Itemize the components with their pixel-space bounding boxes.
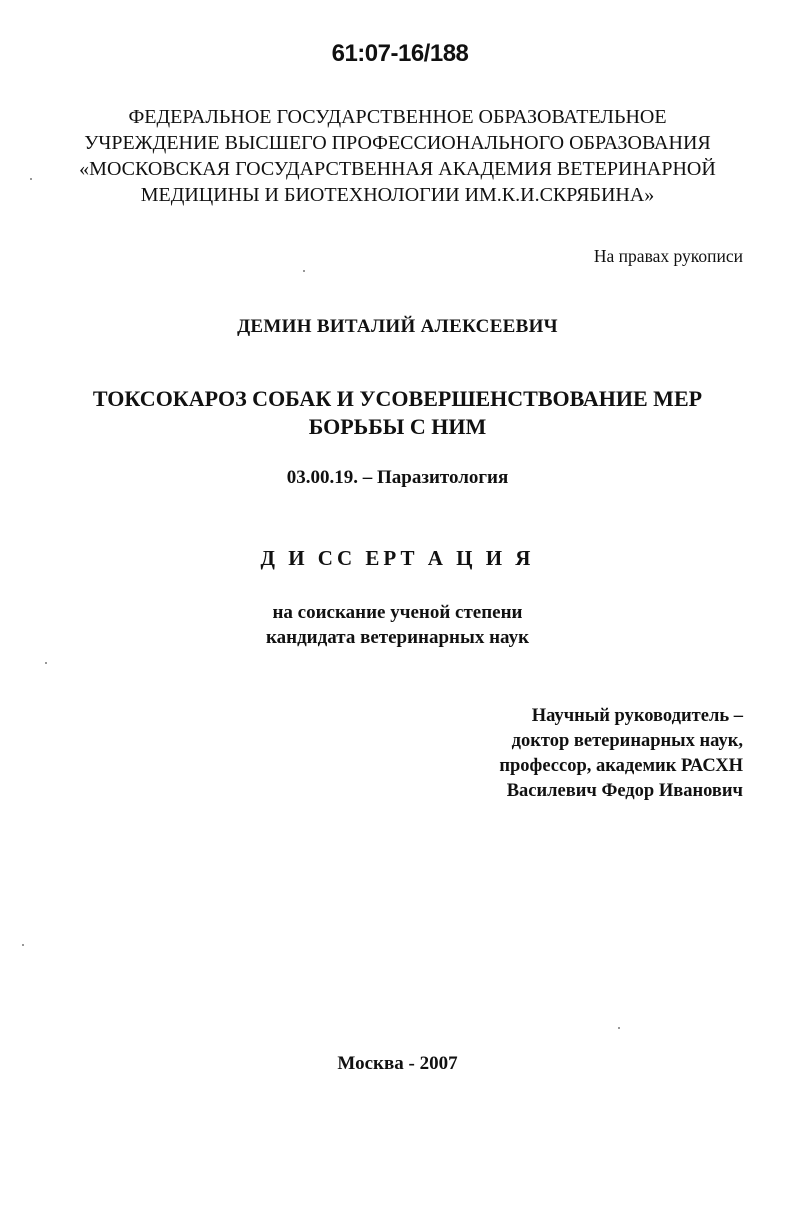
institution-line-3: «МОСКОВСКАЯ ГОСУДАРСТВЕННАЯ АКАДЕМИЯ ВЕТЕРИНАРНОЙ <box>79 158 716 180</box>
rights-note: На правах рукописи <box>593 246 743 266</box>
supervisor-line-3: профессор, академик РАСХН <box>499 756 743 776</box>
title-line-1: ТОКСОКАРОЗ СОБАК И УСОВЕРШЕНСТВОВАНИЕ МЕР <box>92 386 703 411</box>
supervisor-line-4: Василевич Федор Иванович <box>506 781 743 801</box>
institution-line-1: ФЕДЕРАЛЬНОЕ ГОСУДАРСТВЕННОЕ ОБРАЗОВАТЕЛЬНОЕ <box>128 106 667 128</box>
scan-speck <box>22 944 24 946</box>
catalog-number: 61:07-16/188 <box>331 40 469 67</box>
degree-line-2: кандидата ветеринарных наук <box>265 627 530 648</box>
scan-speck <box>618 1027 620 1029</box>
specialty-code: 03.00.19. – Паразитология <box>286 467 509 488</box>
title-line-2: БОРЬБЫ С НИМ <box>308 414 487 439</box>
institution-line-4: МЕДИЦИНЫ И БИОТЕХНОЛОГИИ ИМ.К.И.СКРЯБИНА» <box>140 184 655 206</box>
document-type: Д И СС ЕРТ А Ц И Я <box>260 546 535 570</box>
degree-sought <box>0 600 795 650</box>
scan-speck <box>30 178 32 180</box>
dissertation-title <box>0 385 795 441</box>
place-and-year: Москва - 2007 <box>337 1053 458 1074</box>
supervisor-line-2: доктор ветеринарных наук, <box>511 731 743 751</box>
scan-speck <box>303 270 305 272</box>
institution-name <box>0 104 795 208</box>
scan-speck <box>45 662 47 664</box>
scientific-supervisor <box>499 704 743 804</box>
institution-line-2: УЧРЕЖДЕНИЕ ВЫСШЕГО ПРОФЕССИОНАЛЬНОГО ОБРАЗОВАНИЯ <box>84 132 711 154</box>
degree-line-1: на соискание ученой степени <box>272 602 523 623</box>
author-name: ДЕМИН ВИТАЛИЙ АЛЕКСЕЕВИЧ <box>237 316 558 337</box>
supervisor-line-1: Научный руководитель – <box>531 706 743 726</box>
